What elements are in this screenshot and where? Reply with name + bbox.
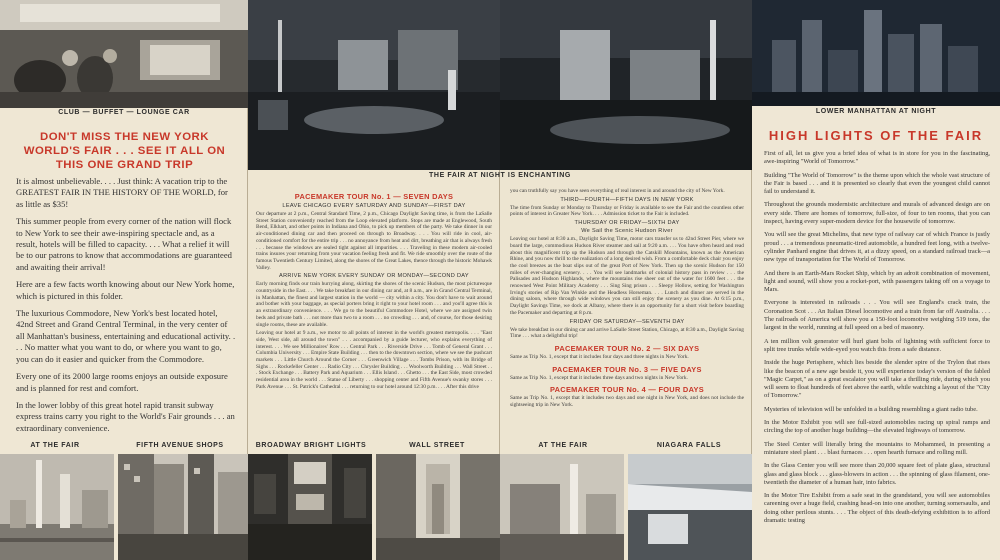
panel-1 bbox=[0, 0, 248, 560]
panel3-fair-photo bbox=[500, 454, 624, 560]
panel4-body bbox=[764, 150, 990, 530]
friday-text bbox=[510, 327, 744, 340]
thursday-subtitle: THURSDAY OR FRIDAY—SIXTH DAY bbox=[574, 220, 680, 227]
panel1-headline: DON'T MISS THE NEW YORK WORLD'S FAIR . . . SEE IT ALL ON THIS ONE GRAND TRIP bbox=[23, 131, 226, 171]
intro-text bbox=[510, 188, 744, 195]
arrive-paragraph: Early morning finds our train hurrying along, skirting the shores of the scenic Hudson, the most picturesque countryside in the East. . . . We take breakfast in our dining car and, at 8 a.m., are in Grand Central Terminal, in Manhattan, the finest and largest station in the world — city within a city. You don't have to wait around and bother with your baggage, as special porters bring it right to your hotel room . . . and you'll agree this is an extraordinary convenience. . . . We go to the beautiful Commodore Hotel, where we are assigned twin beds and private bath . . . not more than two to a room . . . no crowding . . . and, of course, for those desiring single rooms, these are available. bbox=[256, 281, 492, 328]
niagara-caption: NIAGARA FALLS bbox=[656, 442, 722, 449]
at-the-fair-caption: AT THE FAIR bbox=[30, 442, 80, 449]
niagara-photo bbox=[628, 454, 752, 560]
arrive-paragraph: Leaving our hotel at 9 a.m., we motor to all points of interest in the world's greatest metropolis. . . . "East side, West side, all around the town" . . . accompanied by a guide lecturer, who explains everything of interest. . . . We see Millionaires' Row . . . Central Park . . . Riverside Drive . . . Tomb of General Grant . . . Columbia University . . . Empire State Building . . . then to the downtown section, where we see the pushcart markets . . . Little Church Around the Corner . . . Greenwich Village . . . Tombs Prison, with its Bridge of Sighs . . . Rockefeller Center . . . Radio City . . . Chrysler Building . . . Woolworth Building . . . Wall Street . . . Stock Exchange . . . Battery Park and Aquarium . . . Ellis Island . . . Ghetto . . . the East Side, most crowded residential area in the world . . . Statue of Liberty . . . shopping center and Fifth Avenue's swanky stores . . . Park Avenue . . . St. Patrick's Cathedral . . . returning to our hotel around 12:30 p.m. . . . After this drive bbox=[256, 330, 492, 390]
tour4-paragraph: Same as Trip No. 1, except that it includes two days and one night in New York, and does not include the sightseeing trip in New York. bbox=[510, 395, 744, 409]
panel1-paragraph: Every one of its 2000 large rooms enjoys an outside exposure and is planned for rest and comfort. bbox=[16, 371, 228, 393]
tour3-paragraph: Same as Trip No. 1, except that it includes three days and two nights in New York. bbox=[510, 374, 688, 381]
tour2-title: PACEMAKER TOUR No. 2 — SIX DAYS bbox=[554, 343, 700, 353]
fair-night-panorama-photo bbox=[500, 0, 752, 170]
panel4-paragraph: In the Glass Center you will see more than 20,000 square feet of plate glass, structural glass and glass block . . . glass-blowers in action . . . the spinning of glass filament, one-twentieth the diameter of a human hair, into fabrics. bbox=[764, 462, 990, 486]
fifth-avenue-caption: FIFTH AVENUE SHOPS bbox=[136, 442, 224, 449]
panel4-headline: HIGH LIGHTS OF THE FAIR bbox=[768, 128, 984, 143]
friday-paragraph: We take breakfast in our dining car and arrive LaSalle Street Station, Chicago, at 8:30 a.m., Daylight Saving Time . . . what a delightful trip! bbox=[510, 326, 744, 340]
panel1-body bbox=[16, 176, 236, 440]
panel4-paragraph: Mysteries of television will be unfolded in a building resembling a giant radio tube. bbox=[764, 405, 978, 413]
panel3-fair-caption: AT THE FAIR bbox=[538, 442, 588, 449]
wall-street-caption: WALL STREET bbox=[409, 442, 465, 449]
panel1-paragraph: Here are a few facts worth knowing about our New York home, which is pictured in this folder. bbox=[16, 279, 235, 301]
third-day-paragraph: The time from Sunday or Monday to Thursday or Friday is available to see the Fair and the countless other points of interest in Greater New York. . . . Admission ticket to the Fair is included. bbox=[510, 204, 744, 218]
panel1-paragraph: The luxurious Commodore, New York's best located hotel, 42nd Street and Grand Central Terminal, in the very center of all Manhattan's business, entertaining and educational activity. . . . No matter what you want to do, or where you want to go, you can do it easier and quicker from the Commodore. bbox=[16, 308, 236, 364]
panel4-paragraph: You will see the great Michelins, that new type of railway car of which France is justly proud . . . a tremendous pneumatic-tired automobile, a hundred feet long, with a twelve-cylinder Panhard engine that drives it, at a dizzy speed, on a standard railroad track—a new type of transportation for The World of Tomorrow. bbox=[764, 231, 990, 264]
tour1-subtitle: LEAVE CHICAGO EVERY SATURDAY AND SUNDAY—FIRST DAY bbox=[282, 203, 466, 209]
hudson-subtitle: We Sail the Scenic Hudson River bbox=[581, 228, 673, 235]
tour1-title: PACEMAKER TOUR No. 1 — SEVEN DAYS bbox=[294, 192, 454, 201]
tour3-title: PACEMAKER TOUR No. 3 — FIVE DAYS bbox=[552, 364, 702, 374]
third-day-subtitle: THIRD—FOURTH—FIFTH DAYS IN NEW YORK bbox=[560, 196, 694, 203]
thursday-paragraph: Leaving our hotel at 8:30 a.m., Daylight Saving Time, motor cars transfer us to 42nd Street Pier, where we board the large, commodious Hudson River steamer and sail at 9:20 a.m. . . . You have often heard and read about this magnificent trip up the Hudson and through the Catskill Mountains, known as the American Rhine, and you now thrill to the realization of a long desired wish. From a comfortable deck chair you enjoy the cool breezes as the boat slips out of the great Port of New York. Then up the scenic Hudson for 150 miles of ever-changing scenery. . . . You will see landmarks of colonial history pass in review . . . the Palisades and Hudson Highlands, where the mountains rise sheer out of the water for 1600 feet . . . the renowned West Point Military Academy . . . Sing Sing prison . . . Sleepy Hollow, setting for Washington Irving's stories of Rip Van Winkle and the Headless Horseman. . . . Lunch and dinner are served in the dining saloon, where through wide windows you can still enjoy the scenery as you dine. At 6:15 p.m., Daylight Savings Time, we dock at Albany, where there is an opportunity for a short visit before boarding the Pacemaker and departing at 8 p.m. bbox=[510, 236, 744, 316]
panel-2 bbox=[248, 0, 500, 560]
lower-manhattan-caption: LOWER MANHATTAN AT NIGHT bbox=[815, 108, 937, 115]
tour3-text bbox=[510, 375, 744, 382]
tour2-paragraph: Same as Trip No. 1, except that it includes four days and three nights in New York. bbox=[510, 353, 689, 360]
broadway-photo bbox=[248, 454, 372, 560]
wall-street-photo bbox=[376, 454, 500, 560]
panel4-paragraph: Inside the huge Perisphere, which lies beside the slender spire of the Trylon that rises like the beacon of a new age beside it, you will experience today's version of the fabled "Magic Carpet," as on a great escalator you will take a thrilling ride, during which you will seem to float hundreds of feet above the earth, while watching a layout of the "City of Tomorrow." bbox=[764, 359, 990, 400]
lower-manhattan-photo bbox=[752, 0, 1000, 106]
panel4-paragraph: A ten million volt generator will hurl giant bolts of lightning with sufficient force to split tree trunks while wide-eyed you watch this from a safe distance. bbox=[764, 337, 990, 353]
panel4-paragraph: Building "The World of Tomorrow" is the theme upon which the whole vast structure of the Fair is based . . . and it is presented so clearly that even the youngest child cannot fail to understand it. bbox=[764, 171, 990, 196]
panel4-paragraph: First of all, let us give you a brief idea of what is in store for you in the fascinating, awe-inspiring "World of Tomorrow." bbox=[764, 150, 990, 166]
fair-night-caption: THE FAIR AT NIGHT IS ENCHANTING bbox=[429, 172, 571, 179]
third-day-text bbox=[510, 205, 744, 218]
panel4-paragraph: And there is an Earth-Mars Rocket Ship, which by an adroit combination of movement, light and sound, will show you a rocket-port, with passengers taking off on a voyage to Mars. bbox=[764, 269, 990, 294]
broadway-caption: BROADWAY BRIGHT LIGHTS bbox=[255, 442, 367, 449]
panel4-paragraph: The Steel Center will literally bring the mountains to Mohammed, in presenting a miniature steel plant . . . blast furnaces . . . open hearth furnace and rolling mill. bbox=[764, 440, 990, 456]
tour4-text bbox=[510, 395, 744, 408]
arrive-text bbox=[256, 281, 492, 390]
tour2-text bbox=[510, 354, 744, 361]
fifth-avenue-photo bbox=[118, 454, 248, 560]
panel1-paragraph: It is almost unbelievable. . . . Just think: A vacation trip to the GREATEST FAIR IN THE HISTORY OF THE WORLD, for as little as $35! bbox=[16, 176, 228, 209]
tour1-text bbox=[256, 211, 492, 271]
panel4-paragraph: Everyone is interested in railroads . . . You will see England's crack train, the Coronation Scot . . . An Italian Diesel locomotive and a train from far off Australia. . . . The railroads of America will show you a 150-foot locomotive weighing 519 tons, the largest in the world, running at full speed on a bed of masonry. bbox=[764, 299, 990, 332]
friday-subtitle: FRIDAY OR SATURDAY—SEVENTH DAY bbox=[569, 318, 685, 325]
thursday-text bbox=[510, 236, 744, 316]
panel1-paragraph: This summer people from every corner of the nation will flock to New York to see their awe-inspiring spectacle and, as a result, hotels will be filled to capacity. . . . What a relief it will be to our patrons to know that accommodations are guaranteed and awaiting their arrival! bbox=[16, 216, 232, 272]
tour4-title: PACEMAKER TOUR No. 4 — FOUR DAYS bbox=[549, 385, 704, 395]
fair-photo bbox=[0, 454, 114, 560]
arrive-subtitle: ARRIVE NEW YORK EVERY SUNDAY OR MONDAY—SECOND DAY bbox=[279, 273, 469, 280]
panel4-paragraph: In the Motor Exhibit you will see full-sized automobiles racing up spiral ramps and circling the top of another huge building—the elevated highways of tomorrow. bbox=[764, 419, 990, 435]
tour1-paragraph: Our departure at 2 p.m., Central Standard Time, 2 p.m., Chicago Daylight Saving time, is from the LaSalle Street Station conveniently reached from the Loop elevated platform. Stops are made at Englewood, South Bend, Elkhart, and other points in Indiana and Ohio, to pick up members of the party. We take dinner in our air-conditioned dining car and then proceed on through to Broadway. . . . You will ride in cool, air-conditioned comfort for the entire trip . . . no annoyance from heat and dirt, breathing air that is always fresh . . . because the windows are sealed tight against all impurities. . . . Traveling in these modern air-cooled trains insures your returning from your vacation feeling fresh and fit. We ride smoothly over the route of the famous Twentieth Century Limited, along the shores of the Great Lakes, thence through the historic Mohawk Valley. bbox=[256, 211, 492, 271]
panel1-paragraph: In the lower lobby of this great hotel rapid transit subway express trains carry you right to the World's Fair grounds . . . an extraordinary convenience. bbox=[16, 399, 235, 433]
lounge-car-caption: CLUB — BUFFET — LOUNGE CAR bbox=[58, 109, 190, 116]
fair-at-night-photo bbox=[248, 0, 500, 170]
panel4-paragraph: In the Motor Tire Exhibit from a safe seat in the grandstand, you will see automobiles careening over a huge field, crashing head-on into one another, turning somersaults, and doing other perilous stunts. . . . The object of this death-defying exhibition is to afford dramatic testing bbox=[764, 492, 990, 524]
panel4-paragraph: Throughout the grounds modernistic architecture and murals of advanced design are on every side. There are homes of tomorrow, full-size, of four to ten rooms, that you can inspect, having every super-modern device for the housewife of tomorrow. bbox=[764, 201, 990, 226]
panel-4 bbox=[752, 0, 1000, 560]
intro-paragraph: you can truthfully say you have seen everything of real interest in and around the city of New York. bbox=[510, 188, 725, 194]
lounge-car-photo bbox=[0, 0, 248, 108]
